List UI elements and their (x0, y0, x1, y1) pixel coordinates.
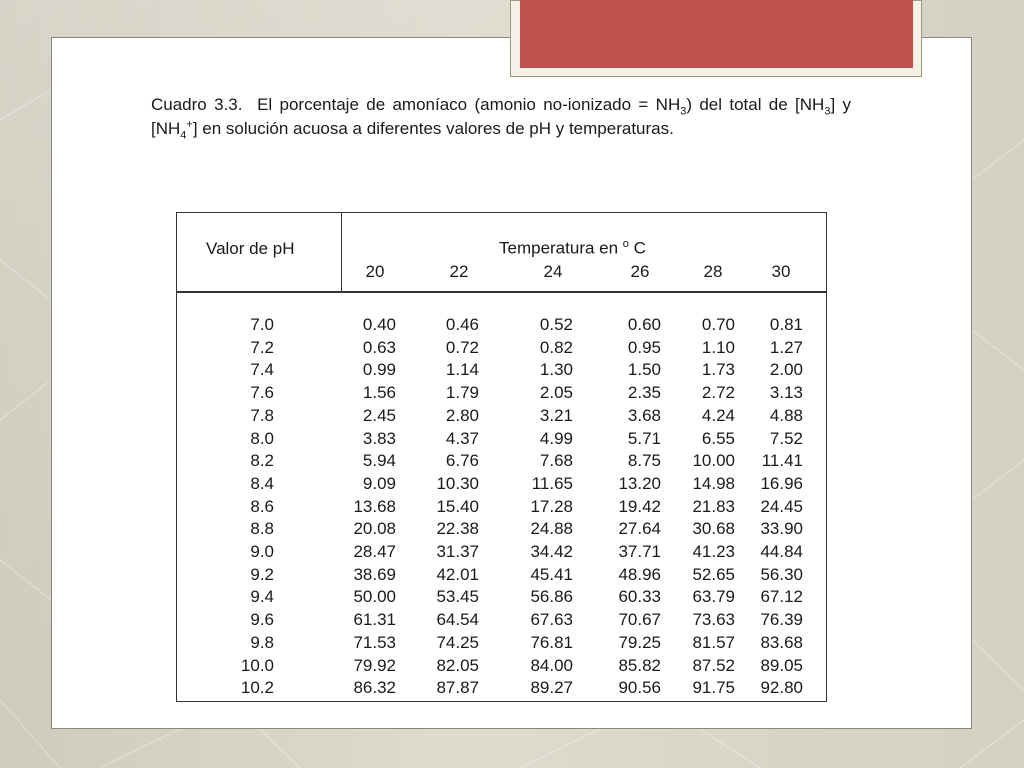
percentage-value-cell: 19.42 (618, 496, 661, 516)
percentage-value-cell: 1.50 (627, 360, 661, 380)
percentage-value-cell: 0.52 (539, 315, 573, 334)
percentage-value-cell: 3.83 (362, 428, 396, 448)
percentage-value-cell: 24.45 (760, 496, 803, 516)
percentage-value-cell: 24.88 (530, 519, 573, 539)
percentage-value-cell: 2.80 (445, 405, 479, 425)
percentage-value-cell: 4.99 (539, 428, 573, 448)
ph-value-cell: 8.4 (250, 473, 274, 493)
temperature-column-header: 22 (449, 262, 469, 281)
caption-text-4: ] en solución acuosa a diferentes valores de pH y temperaturas. (192, 119, 674, 138)
header-divider-horizontal (177, 291, 826, 293)
percentage-value-cell: 85.82 (618, 655, 661, 675)
percentage-value-cell: 3.21 (539, 405, 573, 425)
percentage-value-cell: 5.94 (362, 451, 396, 471)
temperature-column-header: 24 (543, 262, 563, 281)
percentage-value-cell: 20.08 (353, 519, 396, 539)
percentage-value-cell: 1.27 (769, 337, 803, 357)
percentage-value-cell: 89.05 (760, 655, 803, 675)
percentage-value-cell: 41.23 (692, 542, 735, 561)
percentage-value-cell: 1.14 (445, 360, 479, 380)
percentage-value-cell: 22.38 (436, 519, 479, 539)
caption-sub-2: 3 (824, 105, 831, 118)
percentage-value-cell: 1.79 (445, 383, 479, 403)
ph-value-cell: 9.8 (250, 632, 274, 652)
percentage-value-cell: 76.39 (760, 610, 803, 630)
temperature-column-header: 26 (630, 262, 650, 281)
percentage-value-cell: 0.46 (445, 315, 479, 334)
percentage-value-cell: 67.12 (760, 587, 803, 607)
percentage-value-cell: 0.70 (701, 315, 735, 334)
percentage-value-cell: 1.30 (539, 360, 573, 380)
percentage-value-cell: 30.68 (692, 519, 735, 539)
percentage-value-cell: 73.63 (692, 610, 735, 630)
percentage-value-cell: 3.13 (769, 383, 803, 403)
ph-value-cell: 8.6 (250, 496, 274, 516)
percentage-value-cell: 42.01 (436, 564, 479, 584)
percentage-value-cell: 2.05 (539, 383, 573, 403)
temperature-header-label: Temperatura en (499, 238, 623, 258)
ph-value-cell: 9.6 (250, 610, 274, 630)
percentage-value-cell: 70.67 (618, 610, 661, 630)
percentage-value-cell: 37.71 (618, 542, 661, 561)
percentage-value-cell: 11.41 (761, 451, 803, 471)
ph-value-cell: 10.0 (240, 655, 274, 675)
caption-text-2: ) del total de [NH (686, 95, 825, 114)
percentage-value-cell: 4.37 (445, 428, 479, 448)
percentage-value-cell: 53.45 (436, 587, 479, 607)
caption-sub-1: 3 (680, 105, 687, 118)
percentage-value-cell: 27.64 (618, 519, 661, 539)
ph-value-cell: 7.0 (250, 315, 274, 334)
caption-sup-3: + (186, 118, 193, 131)
percentage-value-cell: 45.41 (530, 564, 573, 584)
percentage-value-cell: 1.73 (701, 360, 735, 380)
percentage-value-cell: 28.47 (353, 542, 396, 561)
percentage-value-cell: 91.75 (692, 678, 735, 698)
percentage-value-cell: 2.45 (362, 405, 396, 425)
percentage-value-cell: 84.00 (530, 655, 573, 675)
degree-symbol: o (622, 238, 629, 250)
percentage-value-cell: 5.71 (627, 428, 661, 448)
table-caption (151, 93, 856, 142)
percentage-value-cell: 13.68 (353, 496, 396, 516)
percentage-value-cell: 6.76 (445, 451, 479, 471)
percentage-value-cell: 56.30 (760, 564, 803, 584)
ph-value-cell: 7.4 (250, 360, 274, 380)
percentage-value-cell: 81.57 (692, 632, 735, 652)
temperature-unit: C (628, 238, 646, 258)
percentage-value-cell: 44.84 (760, 542, 803, 561)
percentage-value-cell: 0.99 (362, 360, 396, 380)
ph-column-header: Valor de pH (206, 239, 295, 258)
percentage-value-cell: 8.75 (627, 451, 661, 471)
ph-value-cell: 8.0 (250, 428, 274, 448)
percentage-value-cell: 60.33 (618, 587, 661, 607)
percentage-value-cell: 4.24 (701, 405, 735, 425)
percentage-value-cell: 48.96 (618, 564, 661, 584)
percentage-value-cell: 0.40 (362, 315, 396, 334)
percentage-value-cell: 87.52 (692, 655, 735, 675)
title-placeholder-box (520, 0, 913, 68)
percentage-value-cell: 10.30 (436, 473, 479, 493)
percentage-value-cell: 79.92 (353, 655, 396, 675)
percentage-value-cell: 89.27 (530, 678, 573, 698)
ph-value-cell: 8.2 (250, 451, 274, 471)
ph-value-cell: 7.2 (250, 337, 274, 357)
percentage-value-cell: 38.69 (353, 564, 396, 584)
percentage-value-cell: 1.56 (362, 383, 396, 403)
percentage-value-cell: 0.72 (445, 337, 479, 357)
ph-value-cell: 10.2 (240, 678, 274, 698)
caption-sub-3: 4 (180, 129, 187, 142)
caption-text-1: Cuadro 3.3. El porcentaje de amoníaco (amonio no-ionizado = NH (151, 95, 681, 114)
percentage-value-cell: 0.95 (627, 337, 661, 357)
percentage-value-cell: 2.00 (769, 360, 803, 380)
percentage-value-cell: 9.09 (362, 473, 396, 493)
percentage-value-cell: 79.25 (618, 632, 661, 652)
percentage-value-cell: 1.10 (701, 337, 735, 357)
percentage-value-cell: 7.52 (769, 428, 803, 448)
header-divider-vertical (341, 213, 342, 291)
percentage-value-cell: 82.05 (436, 655, 479, 675)
percentage-value-cell: 7.68 (539, 451, 573, 471)
percentage-value-cell: 83.68 (760, 632, 803, 652)
percentage-value-cell: 63.79 (692, 587, 735, 607)
percentage-value-cell: 61.31 (353, 610, 396, 630)
percentage-value-cell: 11.65 (531, 473, 573, 493)
percentage-value-cell: 74.25 (436, 632, 479, 652)
percentage-value-cell: 13.20 (618, 473, 661, 493)
temperature-column-header: 28 (703, 262, 723, 281)
percentage-value-cell: 14.98 (692, 473, 735, 493)
percentage-value-cell: 0.60 (627, 315, 661, 334)
ammonia-percentage-table (176, 212, 827, 702)
ph-value-cell: 9.0 (250, 542, 274, 561)
percentage-value-cell: 31.37 (436, 542, 479, 561)
percentage-value-cell: 67.63 (530, 610, 573, 630)
percentage-value-cell: 64.54 (436, 610, 479, 630)
percentage-value-cell: 34.42 (530, 542, 573, 561)
percentage-value-cell: 0.82 (539, 337, 573, 357)
percentage-value-cell: 17.28 (530, 496, 573, 516)
ph-value-cell: 9.4 (250, 587, 274, 607)
percentage-value-cell: 4.88 (769, 405, 803, 425)
temperature-header (499, 238, 646, 259)
percentage-value-cell: 2.35 (627, 383, 661, 403)
percentage-value-cell: 50.00 (353, 587, 396, 607)
percentage-value-cell: 10.00 (692, 451, 735, 471)
temperature-column-header: 20 (365, 262, 385, 281)
percentage-value-cell: 92.80 (760, 678, 803, 698)
percentage-value-cell: 6.55 (701, 428, 735, 448)
percentage-value-cell: 15.40 (436, 496, 479, 516)
percentage-value-cell: 71.53 (353, 632, 396, 652)
percentage-value-cell: 3.68 (627, 405, 661, 425)
percentage-value-cell: 87.87 (436, 678, 479, 698)
percentage-value-cell: 90.56 (618, 678, 661, 698)
percentage-value-cell: 56.86 (530, 587, 573, 607)
temperature-column-header: 30 (771, 262, 791, 281)
percentage-value-cell: 76.81 (530, 632, 573, 652)
percentage-value-cell: 0.63 (362, 337, 396, 357)
caption-text-3: ] y [NH (151, 95, 856, 138)
percentage-value-cell: 52.65 (692, 564, 735, 584)
ph-value-cell: 7.6 (250, 383, 274, 403)
ph-value-cell: 8.8 (250, 519, 274, 539)
ph-value-cell: 7.8 (250, 405, 274, 425)
percentage-value-cell: 21.83 (692, 496, 735, 516)
percentage-value-cell: 33.90 (760, 519, 803, 539)
percentage-value-cell: 0.81 (769, 315, 803, 334)
percentage-value-cell: 2.72 (701, 383, 735, 403)
percentage-value-cell: 86.32 (353, 678, 396, 698)
percentage-value-cell: 16.96 (760, 473, 803, 493)
ph-value-cell: 9.2 (250, 564, 274, 584)
